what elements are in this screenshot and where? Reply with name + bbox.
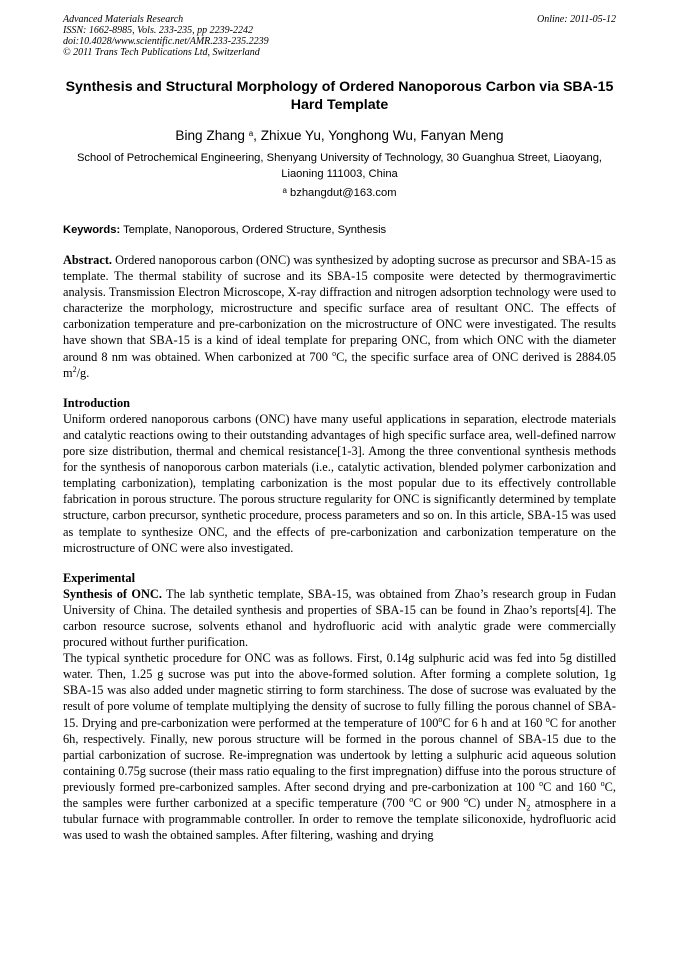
abstract-label: Abstract. bbox=[63, 253, 113, 267]
email-mark: a bbox=[282, 186, 287, 195]
exp-text-c: C for another 6h, respectively. Finally, new porous structure will be formed in the porous channel of SBA-15 due to the partial carbonization of sucrose. Re-impregnation was undertook by letting a sulphuric acid aqueous solution containing 0.75g sucrose (their mass ratio equaling to the first impregnation) diffuse into the porous structure of previously formed pre-carbonized samples. After second drying and pre-carbonization at 100 bbox=[63, 715, 616, 794]
degree-mark: o bbox=[600, 778, 605, 788]
exp-text-f: C or 900 bbox=[413, 796, 464, 810]
experimental-text-1: The lab synthetic template, SBA-15, was obtained from Zhao’s research group in Fudan University of China. The detailed synthesis and properties of SBA-15 can be found in Zhao’s reports[4]. The carbon resource sucrose, solvents ethanol and hydrofluoric acid with analytic grade were commercially procured without further purification. bbox=[63, 586, 616, 650]
email-address: bzhangdut@163.com bbox=[290, 187, 397, 199]
author-first: Bing Zhang bbox=[175, 128, 245, 143]
introduction-paragraph: Uniform ordered nanoporous carbons (ONC) have many useful applications in separation, electrode materials and catalytic reactions owing to their outstanding advantages of high specific surface area, well-defined narrow pore size distribution, thermal and chemical resistance[1-3]. Among the three conventional synthesis methods for the synthesis of nanoporous carbon materials (i.e., catalytic activation, blended polymer carbonization and templating carbonization), templating carbonization is the most popular due to its effectively controllable fabrication in porous structure. The porous structure regularity for ONC is significantly determined by template structure, carbon precursor, synthetic procedure, process parameters and so on. In this article, SBA-15 was used as template to synthesize ONC, and the effects of pre-carbonization and carbonization temperature on the microstructure of ONC were also investigated. bbox=[63, 411, 616, 555]
keywords bbox=[63, 223, 616, 237]
experimental-paragraph-1 bbox=[63, 586, 616, 650]
introduction-body bbox=[63, 411, 616, 556]
abstract-text: Ordered nanoporous carbon (ONC) was synthesized by adopting sucrose as precursor and SBA-15 as template. The thermal stability of sucrose and its SBA-15 composite were detected by thermogravimertic analysis. Transmission Electron Microscope, X-ray diffraction and nitrogen adsorption technology were used to characterize the morphology, microstructure and specific surface area of resultant ONC. The effects of carbonization temperature and pre-carbonization on the microstructure of ONC were investigated. The results have shown that SBA-15 is a kind of ideal template for preparing ONC, from which ONC with the diameter around 8 nm was obtained. When carbonized at 700 bbox=[63, 253, 616, 364]
author-list bbox=[63, 127, 616, 144]
exp-text-d: C and 160 bbox=[543, 779, 601, 794]
email-line bbox=[63, 186, 616, 200]
journal-name: Advanced Materials Research bbox=[63, 14, 184, 25]
degree-mark: o bbox=[332, 348, 337, 358]
keywords-text: Template, Nanoporous, Ordered Structure, Synthesis bbox=[120, 224, 387, 236]
experimental-paragraph-2 bbox=[63, 650, 616, 843]
exp-text-b: C for 6 h and at 160 bbox=[442, 715, 546, 730]
abstract-text-3: /g. bbox=[76, 365, 90, 380]
subsection-label: Synthesis of ONC. bbox=[63, 586, 162, 601]
issn-line: ISSN: 1662-8985, Vols. 233-235, pp 2239-2242 bbox=[63, 25, 253, 36]
degree-mark: o bbox=[539, 778, 544, 788]
subscript-2: 2 bbox=[526, 803, 531, 813]
experimental-body bbox=[63, 586, 616, 844]
journal-header bbox=[63, 14, 616, 58]
author-affil-mark: a bbox=[248, 129, 254, 138]
doi-line: doi:10.4028/www.scientific.net/AMR.233-235.2239 bbox=[63, 36, 269, 47]
paper-title: Synthesis and Structural Morphology of Ordered Nanoporous Carbon via SBA-15 Hard Template bbox=[65, 79, 614, 113]
introduction-heading: Introduction bbox=[63, 395, 130, 410]
keywords-label: Keywords: bbox=[63, 224, 121, 236]
degree-mark: o bbox=[545, 714, 550, 724]
exp-text-h: atmosphere in a tubular furnace with programmable controller. In order to remove the template siliconoxide, hydrofluoric acid was used to wash the obtained samples. After filtering, washing and drying bbox=[63, 796, 616, 843]
online-date: Online: 2011-05-12 bbox=[537, 14, 616, 25]
experimental-heading: Experimental bbox=[63, 570, 135, 585]
author-others: , Zhixue Yu, Yonghong Wu, Fanyan Meng bbox=[253, 128, 504, 143]
abstract bbox=[63, 252, 616, 381]
exp-text-g: C) under N bbox=[467, 796, 527, 810]
degree-mark: o bbox=[463, 794, 468, 804]
exp-text-a: The typical synthetic procedure for ONC was as follows. First, 0.14g sulphuric acid was fed into 5g distilled water. Then, 1.25 g sucrose was put into the above-formed solution. After forming a complete solution, 1g SBA-15 was also added under magnetic stirring to form starchiness. The dose of sucrose was evaluated by the result of pore volume of template multiplying the density of sucrose to fully filling the porous channel of SBA-15. Drying and pre-carbonization were performed at the temperature of 100 bbox=[63, 651, 616, 730]
squared-mark: 2 bbox=[72, 364, 77, 374]
exp-text-e: C, the samples were further carbonized at a specific temperature (700 bbox=[63, 779, 616, 810]
affiliation: School of Petrochemical Engineering, Shenyang University of Technology, 30 Guanghua Street, Liaoyang, Liaoning 111003, China bbox=[76, 152, 603, 180]
degree-mark: o bbox=[438, 714, 443, 724]
degree-mark: o bbox=[409, 794, 414, 804]
copyright-line: © 2011 Trans Tech Publications Ltd, Switzerland bbox=[63, 47, 260, 58]
abstract-text-2: C, the specific surface area of ONC derived is 2884.05 m bbox=[63, 349, 616, 380]
